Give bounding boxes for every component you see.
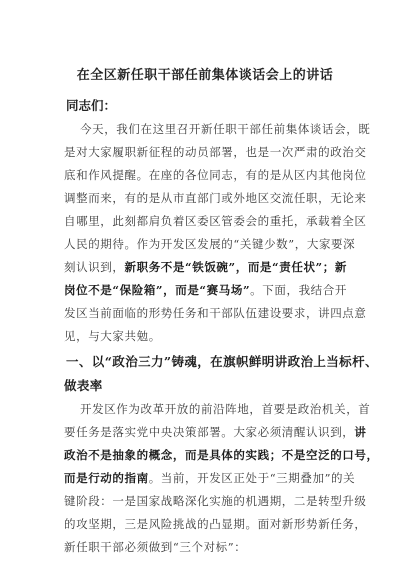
paragraph-line: 开发区作为改革开放的前沿阵地，首要是政治机关，首: [80, 402, 371, 416]
paragraph-text: 刻认识到，: [64, 260, 125, 274]
paragraph-line: 底和作风提醒。在座的各位同志，有的是从区内其他岗位: [64, 168, 367, 182]
paragraph-line: 今天，我们在这里召开新任职干部任前集体谈话会，既: [80, 122, 371, 136]
emphasis-text: 政治不是抽象的概念，而是具体的实践；不是空泛的口号，: [64, 448, 379, 462]
paragraph-line: 人民的期待。作为开发区发展的“关键少数”，大家要深: [64, 237, 356, 251]
emphasis-text: 而是行动的指南: [64, 471, 149, 485]
paragraph-text: 。当前，开发区正处于“三期叠加”的关: [148, 471, 356, 485]
emphasis-text: 新职务不是“铁饭碗”，而是“责任状”；新: [124, 260, 347, 274]
paragraph-line: 新任职干部必须做到“三个对标”：: [64, 540, 247, 554]
paragraph-line: 发区当前面临的形势任务和干部队伍建设要求，讲四点意: [64, 306, 367, 320]
paragraph-line: 见，与大家共勉。: [64, 329, 161, 343]
salutation: 同志们：: [66, 98, 117, 113]
paragraph-line-mixed: [64, 471, 364, 485]
paragraph-line: 键阶段：一是国家战略深化实施的机遇期，二是转型升级: [64, 494, 367, 508]
paragraph-text: 。下面，我结合开: [250, 283, 347, 297]
paragraph-line: [64, 448, 379, 462]
paragraph-text: 要任务是落实党中央决策部署。大家必须清醒认识到，: [64, 425, 355, 439]
paragraph-line: 的攻坚期，三是风险挑战的凸显期。面对新形势新任务，: [64, 517, 367, 531]
paragraph-line: 自哪里，此刻都肩负着区委区管委会的重托，承载着全区: [64, 214, 367, 228]
document-title: 在全区新任职干部任前集体谈话会上的讲话: [76, 68, 334, 83]
paragraph-line-mixed: [64, 283, 364, 297]
section-heading: 做表率: [64, 378, 103, 393]
paragraph-line: 调整而来，有的是从市直部门或外地区交流任职，无论来: [64, 191, 367, 205]
paragraph-line: 是对大家履职新征程的动员部署，也是一次严肃的政治交: [64, 145, 367, 159]
paragraph-line-mixed: [64, 425, 367, 439]
emphasis-text: 岗位不是“保险箱”，而是“赛马场”: [64, 283, 251, 297]
emphasis-text: 讲: [354, 425, 367, 439]
section-heading: 一、以“政治三力”铸魂，在旗帜鲜明讲政治上当标杆、: [66, 354, 378, 369]
paragraph-line-mixed: [64, 260, 364, 274]
